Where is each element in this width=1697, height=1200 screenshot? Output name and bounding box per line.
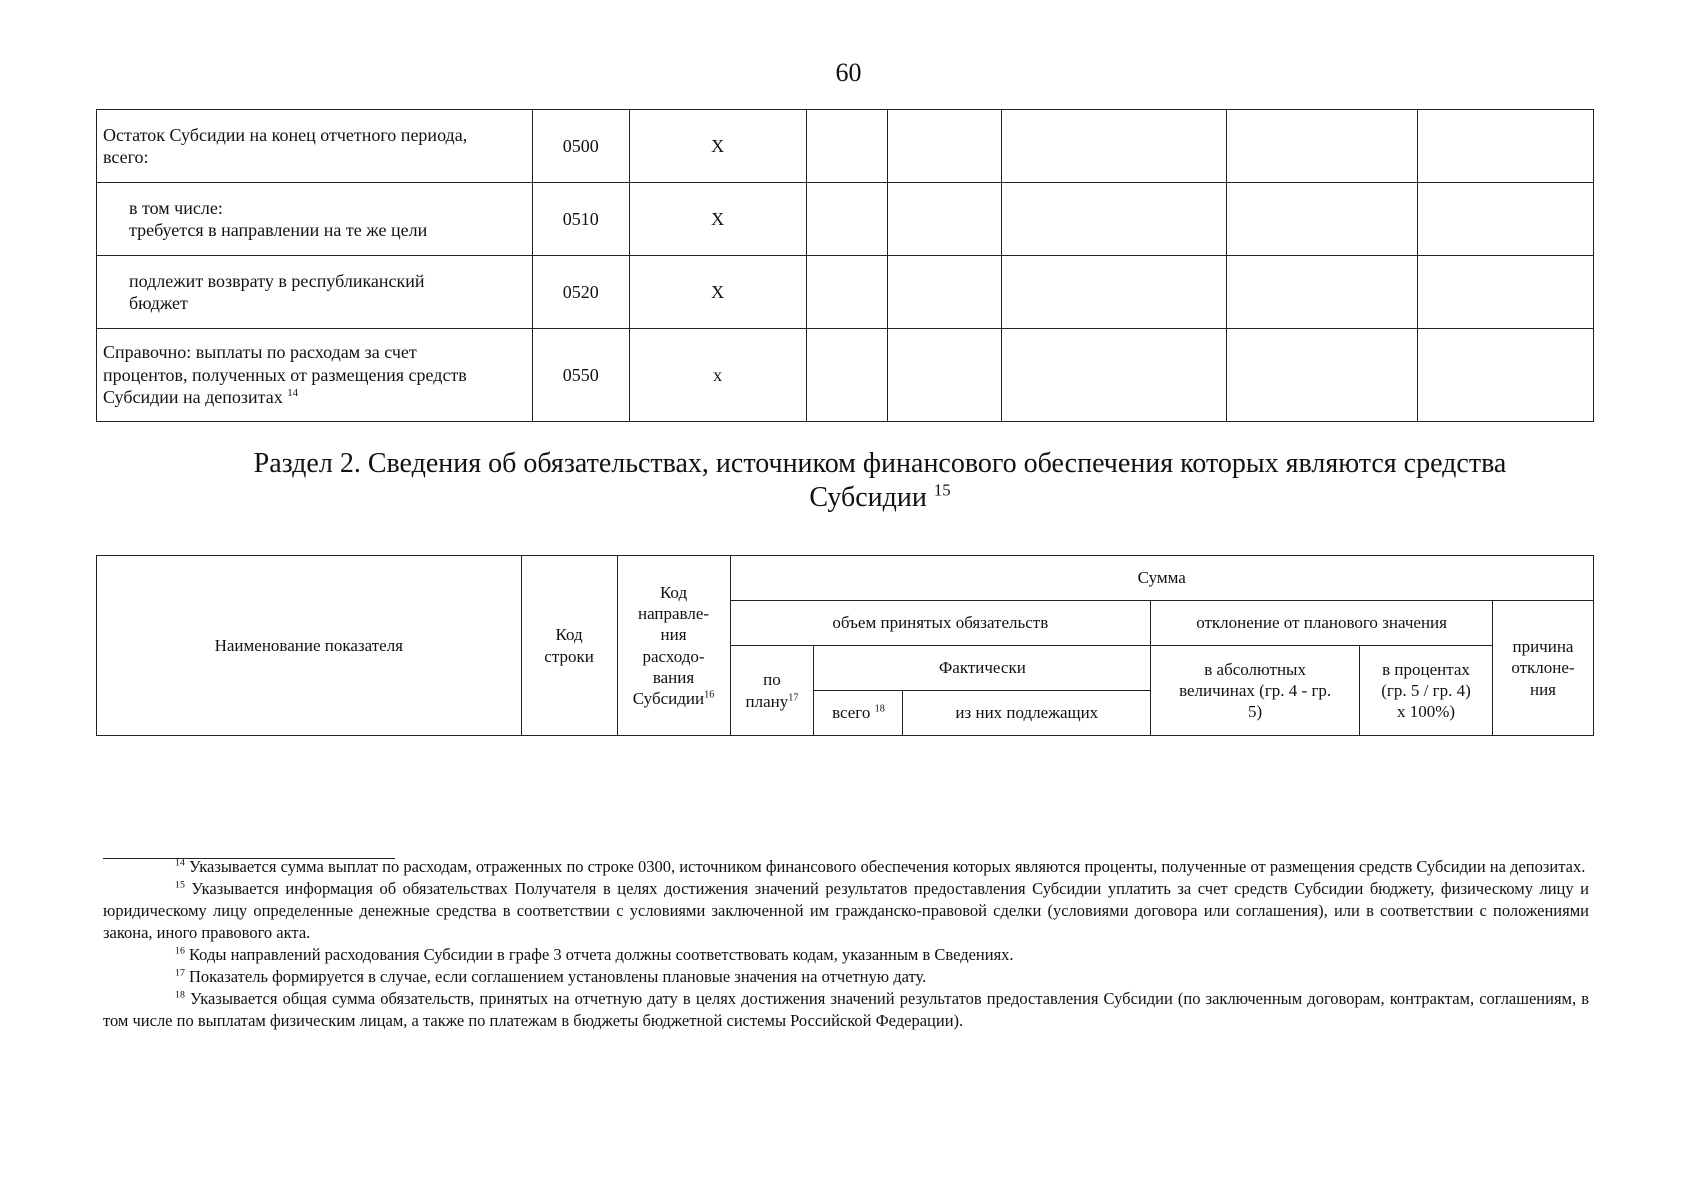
header-line: 5) [1248, 702, 1263, 722]
empty-cell [1418, 183, 1594, 256]
footnote [103, 966, 1589, 988]
row-mark: X [629, 183, 806, 256]
header-line: Код [555, 625, 583, 645]
row-code: 0500 [532, 110, 629, 183]
header-sum: Сумма [730, 556, 1594, 601]
empty-cell [887, 110, 1002, 183]
section-title-line [200, 481, 1560, 515]
footnote-ref: 14 [287, 387, 299, 400]
empty-cell [1418, 110, 1594, 183]
header-deviation: отклонение от планового значения [1151, 601, 1493, 646]
row-name [97, 110, 533, 183]
footnote-ref: 15 [933, 480, 951, 500]
header-line: Код [659, 582, 688, 602]
row-name [97, 183, 533, 256]
row-mark: X [629, 256, 806, 329]
table-row [97, 329, 1594, 422]
footnote-text: Указывается общая сумма обязательств, принятых на отчетную дату в целях достижения значений результатов предоставления Субсидии (по заключенным договорам, контрактам, соглашениям, в том числе по выплатам физическим лицам, а также по платежам в бюджеты бюджетной системы Российской Федерации). [103, 989, 1590, 1030]
row-name-line: бюджет [129, 293, 188, 313]
empty-cell [806, 110, 887, 183]
row-code: 0550 [532, 329, 629, 422]
footnote-num: 14 [175, 857, 185, 869]
header-line: величинах (гр. 4 - гр. [1179, 680, 1332, 700]
header-text: плану [745, 691, 789, 711]
empty-cell [806, 256, 887, 329]
footnote-num: 15 [175, 879, 185, 891]
header-line: отклоне- [1511, 658, 1575, 678]
empty-cell [806, 329, 887, 422]
section-title-line: Раздел 2. Сведения об обязательствах, источником финансового обеспечения которых являются средства [253, 448, 1507, 479]
footnote-text: Указывается информация об обязательствах Получателя в целях достижения значений результатов предоставления Субсидии уплатить за счет средств Субсидии бюджету, физическому лицу и юридическому лицу определенные денежные средства в соответствии с условиями заключенной им гражданско-правовой сделки (условиями договора или соглашения), или в соответствии с положениями закона, иного правового акта. [103, 879, 1590, 942]
header-line: расходо- [642, 646, 705, 666]
header-subject: из них подлежащих [903, 691, 1151, 736]
header-line: (гр. 5 / гр. 4) [1381, 680, 1471, 700]
header-direction-code [617, 556, 730, 736]
header-text: всего [832, 703, 871, 723]
footnote [103, 856, 1589, 878]
footnote-text: Показатель формируется в случае, если соглашением установлены плановые значения на отчетную дату. [189, 967, 927, 986]
header-line: по [763, 670, 781, 690]
header-line: в процентах [1382, 659, 1470, 679]
footnote [103, 944, 1589, 966]
header-pct [1360, 646, 1493, 736]
empty-cell [1002, 183, 1227, 256]
empty-cell [1002, 329, 1227, 422]
footnote [103, 988, 1589, 1032]
header-code [521, 556, 617, 736]
table-row [97, 110, 1594, 183]
footnote-ref: 17 [788, 691, 799, 703]
section-title [200, 447, 1560, 515]
empty-cell [1418, 329, 1594, 422]
footnote-num: 18 [175, 989, 185, 1001]
footnote-num: 17 [175, 967, 185, 979]
row-name-line [103, 386, 526, 409]
header-total [814, 691, 903, 736]
header-volume: объем принятых обязательств [730, 601, 1151, 646]
footnote-text: Указывается сумма выплат по расходам, отраженных по строке 0300, источником финансового обеспечения которых являются проценты, полученные от размещения средств Субсидии на депозитах. [189, 857, 1586, 876]
row-name-line: всего: [103, 147, 149, 167]
header-line: x 100%) [1396, 702, 1456, 722]
empty-cell [887, 329, 1002, 422]
header-line: ния [660, 625, 687, 645]
section-title-text: Субсидии [809, 482, 927, 513]
empty-cell [1227, 183, 1418, 256]
balance-table [96, 109, 1594, 422]
header-line: ния [1529, 679, 1556, 699]
header-line: строки [544, 646, 594, 666]
empty-cell [1002, 256, 1227, 329]
row-code: 0520 [532, 256, 629, 329]
obligations-table [96, 555, 1594, 736]
row-name-line: подлежит возврату в республиканский [129, 270, 425, 291]
row-name-line: требуется в направлении на те же цели [129, 220, 428, 240]
page-number: 60 [835, 58, 862, 87]
row-code: 0510 [532, 183, 629, 256]
row-name-text: Субсидии на депозитах [103, 387, 283, 408]
row-mark: x [629, 329, 806, 422]
footnote-text: Коды направлений расходования Субсидии в графе 3 отчета должны соответствовать кодам, указанным в Сведениях. [189, 945, 1014, 964]
row-name-line: в том числе: [129, 197, 223, 218]
footnote-num: 16 [175, 945, 185, 957]
row-name [97, 329, 533, 422]
header-line: причина [1512, 637, 1574, 657]
empty-cell [887, 183, 1002, 256]
row-name-line: Остаток Субсидии на конец отчетного периода, [103, 124, 468, 145]
empty-cell [1227, 110, 1418, 183]
header-line: вания [652, 667, 695, 687]
row-mark: X [629, 110, 806, 183]
footnote [103, 878, 1589, 944]
header-plan [730, 646, 814, 736]
empty-cell [1418, 256, 1594, 329]
header-name: Наименование показателя [97, 556, 522, 736]
table-row [97, 256, 1594, 329]
header-abs [1151, 646, 1360, 736]
table-row [97, 183, 1594, 256]
header-fact: Фактически [814, 646, 1151, 691]
header-line [731, 691, 814, 712]
header-reason [1492, 601, 1593, 736]
row-name [97, 256, 533, 329]
header-line [618, 688, 730, 709]
footnote-ref: 18 [874, 703, 885, 715]
empty-cell [887, 256, 1002, 329]
footnote-ref: 16 [704, 689, 715, 701]
row-name-line: Справочно: выплаты по расходам за счет [103, 342, 417, 363]
empty-cell [806, 183, 887, 256]
footnotes [103, 856, 1589, 1032]
empty-cell [1227, 256, 1418, 329]
header-line: в абсолютных [1204, 659, 1306, 679]
header-line: направле- [637, 604, 710, 623]
empty-cell [1002, 110, 1227, 183]
row-name-line: процентов, полученных от размещения средств [103, 364, 467, 385]
header-text: Субсидии [632, 689, 705, 708]
empty-cell [1227, 329, 1418, 422]
